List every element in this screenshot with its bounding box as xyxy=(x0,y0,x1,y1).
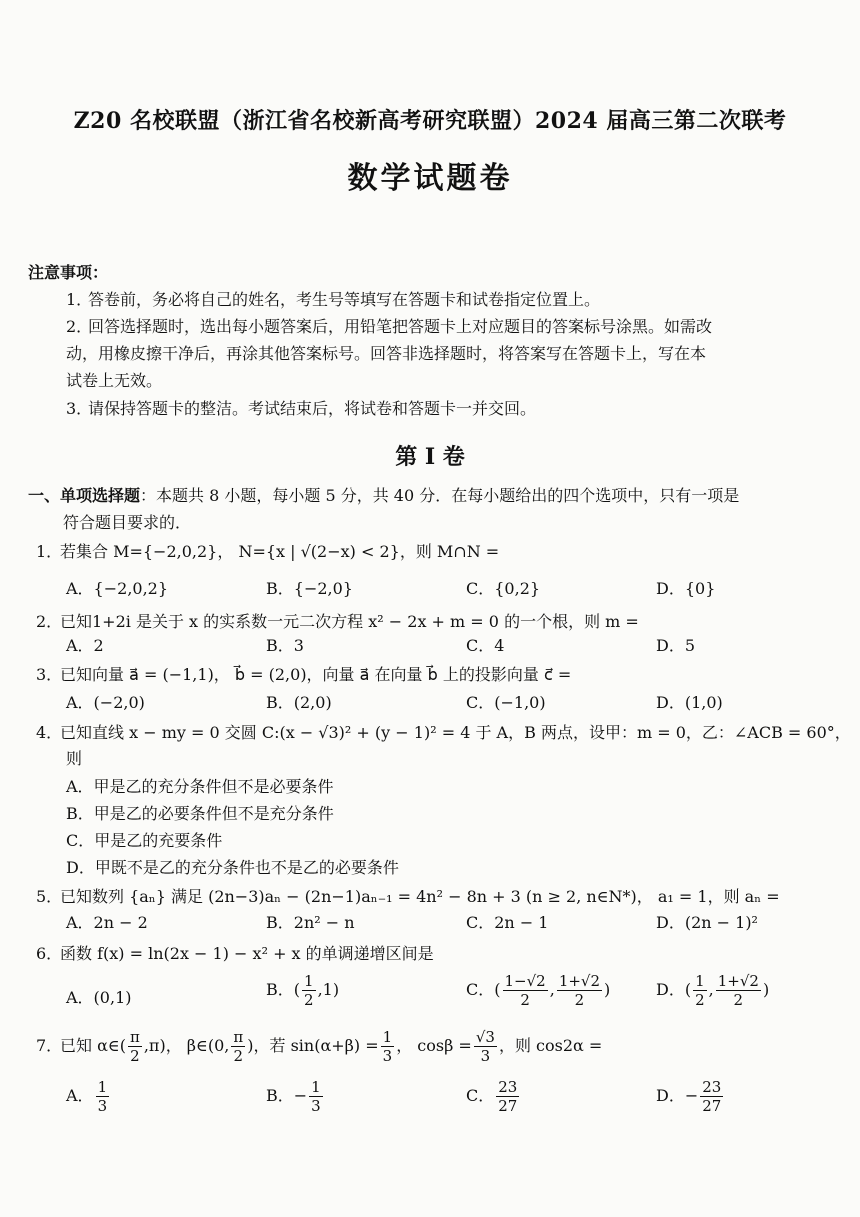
q7-option-b: B．− $\frac{1}{3}$ xyxy=(266,1078,321,1115)
section-heading xyxy=(28,482,858,536)
q6-option-b: B．( $\frac{1}{2}$ ,1) xyxy=(266,972,340,1009)
question-4: 4．已知直线 x − my = 0 交圆 C:(x − √3)² + (y − 1)² = 4 于 A，B 两点，设甲：m = 0，乙：∠ACB = 60°， xyxy=(36,723,851,742)
q6-option-c: C．( $\frac{1-√2}{2}$ , $\frac{1+√2}{2}$ ) xyxy=(466,972,611,1009)
question-3: 3．已知向量 a⃗ = (−1,1)， b⃗ = (2,0)，向量 a⃗ 在向量 b⃗ 上的投影向量 c⃗ = xyxy=(36,665,572,684)
question-6: 6．函数 f(x) = ln(2x − 1) − x² + x 的单调递增区间是 xyxy=(36,944,434,963)
q7-option-c: C． $\frac{23}{27}$ xyxy=(466,1078,518,1115)
q7-option-d: D．− $\frac{23}{27}$ xyxy=(656,1078,722,1115)
q6-option-a: A．(0,1) xyxy=(66,988,132,1007)
question-4-stem-cont: 则 xyxy=(66,749,83,768)
q4-option-c: C．甲是乙的充要条件 xyxy=(66,831,223,850)
q5-option-b: B．2n² − n xyxy=(266,913,355,932)
exam-title: Z20 名校联盟（浙江省名校新高考研究联盟）2024 届高三第二次联考 xyxy=(73,108,787,134)
q4-option-a: A．甲是乙的充分条件但不是必要条件 xyxy=(66,777,334,796)
q3-option-b: B．(2,0) xyxy=(266,693,332,712)
q5-option-c: C．2n − 1 xyxy=(466,913,549,932)
q5-option-a: A．2n − 2 xyxy=(66,913,148,932)
question-7: 7．已知 α∈( $\frac{\pi}{2}$ ,π)， β∈(0, $\frac{\pi}{2}$ )，若 sin(α+β) = $\frac{1}{3}$ ， cosβ = $\frac{√3}{3}$ ，则 cos2α = xyxy=(36,1028,603,1065)
note-1: 1．答卷前，务必将自己的姓名，考生号等填写在答题卡和试卷指定位置上。 xyxy=(66,290,601,309)
q3-option-c: C．(−1,0) xyxy=(466,693,546,712)
q1-option-a: A．{−2,0,2} xyxy=(66,579,169,598)
q2-option-c: C．4 xyxy=(466,636,505,655)
q4-option-d: D．甲既不是乙的充分条件也不是乙的必要条件 xyxy=(66,858,399,877)
q7-option-a: A． $\frac{1}{3}$ xyxy=(66,1078,108,1115)
q1-option-b: B．{−2,0} xyxy=(266,579,353,598)
q4-option-b: B．甲是乙的必要条件但不是充分条件 xyxy=(66,804,334,823)
q1-option-d: D．{0} xyxy=(656,579,716,598)
part-title: 第 I 卷 xyxy=(395,444,465,470)
q1-option-c: C．{0,2} xyxy=(466,579,541,598)
q5-option-d: D．(2n − 1)² xyxy=(656,913,758,932)
question-2: 2．已知1+2i 是关于 x 的实系数一元二次方程 x² − 2x + m = 0 的一个根，则 m = xyxy=(36,612,639,631)
section-desc: ：本题共 8 小题，每小题 5 分，共 40 分．在每小题给出的四个选项中，只有一项是 xyxy=(140,486,740,505)
question-5: 5．已知数列 {aₙ} 满足 (2n−3)aₙ − (2n−1)aₙ₋₁ = 4n² − 8n + 3 (n ≥ 2, n∈N*)， a₁ = 1，则 aₙ = xyxy=(36,887,780,906)
note-2: 2．回答选择题时，选出每小题答案后，用铅笔把答题卡上对应题目的答案标号涂黑。如需改 动，用橡皮擦干净后，再涂其他答案标号。回答非选择题时，将答案写在答题卡上，写在本 试卷上无效。 xyxy=(66,317,713,390)
q3-option-d: D．(1,0) xyxy=(656,693,723,712)
question-1: 1．若集合 M={−2,0,2}， N={x | √(2−x) < 2}，则 M∩N = xyxy=(36,542,500,561)
section-desc-2: 符合题目要求的． xyxy=(63,513,192,532)
subject-title: 数学试题卷 xyxy=(347,161,513,196)
note-3: 3．请保持答题卡的整洁。考试结束后，将试卷和答题卡一并交回。 xyxy=(66,399,537,418)
section-label: 一、单项选择题 xyxy=(28,486,141,505)
notes-heading: 注意事项： xyxy=(28,263,109,282)
q3-option-a: A．(−2,0) xyxy=(66,693,145,712)
q6-option-d: D．( $\frac{1}{2}$ , $\frac{1+√2}{2}$ ) xyxy=(656,972,770,1009)
q2-option-d: D．5 xyxy=(656,636,696,655)
q2-option-a: A．2 xyxy=(66,636,104,655)
q2-option-b: B．3 xyxy=(266,636,304,655)
